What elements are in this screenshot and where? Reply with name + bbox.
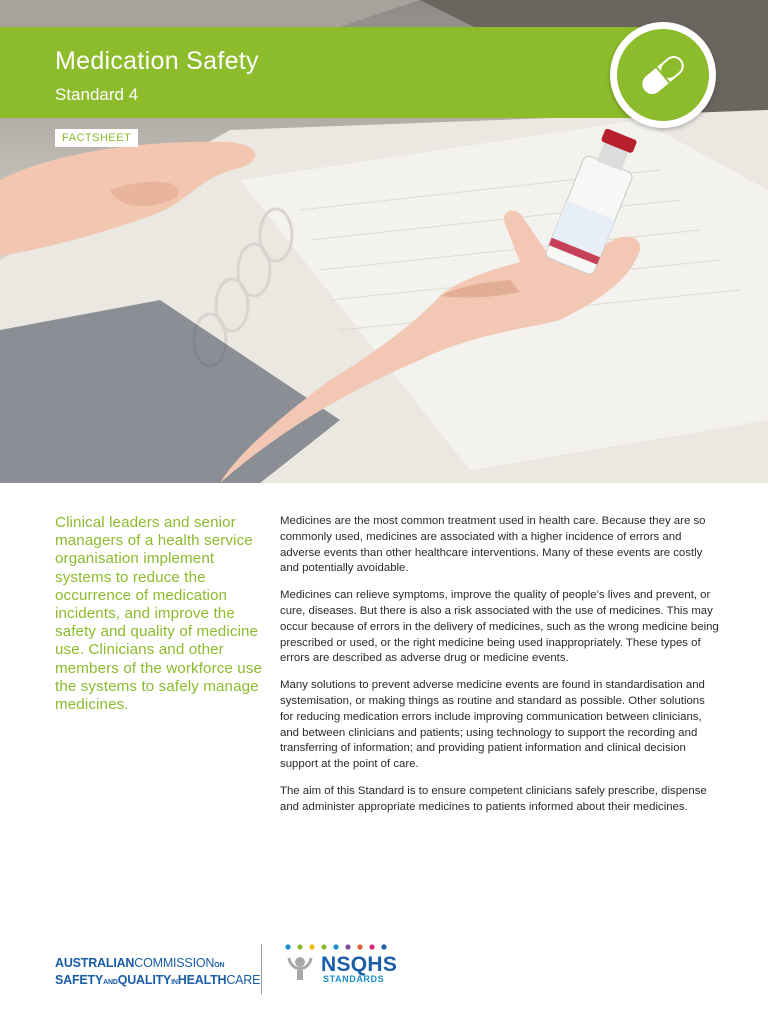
body-text	[280, 514, 720, 827]
nsqhs-dot	[369, 944, 374, 949]
body-paragraph: The aim of this Standard is to ensure competent clinicians safely prescribe, dispense and administer appropriate medicines to patients informed about their medicines.	[280, 784, 707, 813]
commission-logo-line1: AUSTRALIANCOMMISSIONON	[55, 956, 225, 970]
page-subtitle: Standard 4	[55, 85, 139, 104]
nsqhs-dot	[321, 944, 326, 949]
commission-logo	[55, 956, 260, 990]
lead-statement: Clinical leaders and senior managers of a health service organisation implement systems to reduce the occurrence of medication incidents, and improve the safety and quality of medicine use. Clinicians and other members of the workforce use the systems to safely manage medicines.	[55, 514, 263, 714]
body-paragraph: Medicines are the most common treatment used in health care. Because they are so commonly used, medicines are associated with a higher incidence of errors and adverse events than other healthcare interventions. Many of these events are costly and potentially avoidable.	[280, 515, 706, 575]
nsqhs-dot	[285, 944, 290, 949]
footer-divider	[261, 944, 262, 994]
commission-logo-line2: SAFETYANDQUALITYINHEALTHCARE	[55, 973, 261, 987]
nsqhs-dot	[297, 944, 302, 949]
standard-badge	[617, 29, 709, 121]
nsqhs-dots	[285, 944, 405, 952]
nsqhs-subtitle: STANDARDS	[323, 974, 385, 984]
nsqhs-dot	[345, 944, 350, 949]
nsqhs-dot	[333, 944, 338, 949]
pill-icon	[633, 45, 693, 105]
body-paragraph: Medicines can relieve symptoms, improve the quality of people’s lives and prevent, or cure, diseases. But there is also a risk associated with the use of medicines. This may occur because of errors in the delivery of medicines, such as the wrong medicine being prescribed or used, or the right medicine being used inappropriately. These types of errors are described as adverse drug or medicine events.	[280, 589, 719, 665]
nsqhs-dot	[357, 944, 362, 949]
nsqhs-dot	[309, 944, 314, 949]
page-title: Medication Safety	[55, 47, 259, 75]
nsqhs-logo	[285, 944, 405, 989]
factsheet-tag: FACTSHEET	[55, 129, 138, 147]
person-icon	[285, 952, 315, 982]
nsqhs-dot	[381, 944, 386, 949]
body-paragraph: Many solutions to prevent adverse medicine events are found in standardisation and systemisation, or making things as routine and standard as possible. Other solutions for reducing medication errors include improving communication between clinicians, and between clinicians and patients; using technology to support the recording and transferring of information; and providing patient information and clinical decision support at the point of care.	[280, 679, 705, 771]
nsqhs-wordmark: NSQHS	[321, 953, 398, 976]
